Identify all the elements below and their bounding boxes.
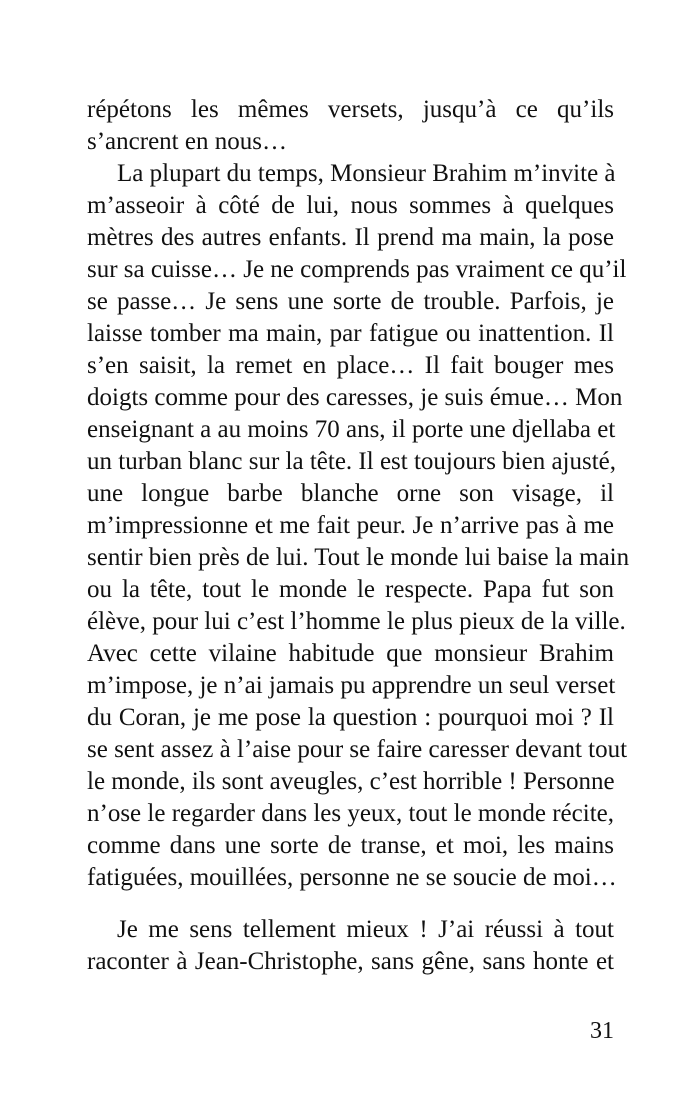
paragraph-1 [87,94,614,158]
text-line: comme dans une sorte de transe, et moi, les mains [87,832,614,859]
text-line: doigts comme pour des caresses, je suis émue… Mon [87,384,623,411]
page-body [87,94,630,978]
text-line: fatiguées, mouillées, personne ne se soucie de moi… [87,864,617,891]
text-line: mètres des autres enfants. Il prend ma main, la pose [87,224,614,251]
text-line: ou la tête, tout le monde le respecte. Papa fut son [87,576,614,603]
paragraph-2 [87,158,630,894]
text-line: le monde, ils sont aveugles, c’est horrible ! Personne [87,768,615,795]
text-line: élève, pour lui c’est l’homme le plus pieux de la ville. [87,608,626,635]
text-line: Je me sens tellement mieux ! J’ai réussi à tout [117,916,614,943]
text-line: se sent assez à l’aise pour se faire caresser devant tout [87,736,628,763]
paragraph-3 [87,914,614,978]
text-line: s’en saisit, la remet en place… Il fait bouger mes [87,352,614,379]
text-line: répétons les mêmes versets, jusqu’à ce qu’ils [87,96,614,123]
text-line: sur sa cuisse… Je ne comprends pas vraiment ce qu’il [87,256,627,283]
text-line: n’ose le regarder dans les yeux, tout le monde récite, [87,800,614,827]
text-line: enseignant a au moins 70 ans, il porte une djellaba et [87,416,616,443]
text-line: La plupart du temps, Monsieur Brahim m’invite à [117,160,616,187]
text-line: s’ancrent en nous… [87,128,287,155]
text-line: du Coran, je me pose la question : pourquoi moi ? Il [87,704,614,731]
text-line: se passe… Je sens une sorte de trouble. Parfois, je [87,288,614,315]
text-line: un turban blanc sur la tête. Il est toujours bien ajusté, [87,448,617,475]
text-line: m’asseoir à côté de lui, nous sommes à quelques [87,192,614,219]
text-line: une longue barbe blanche orne son visage, il [87,480,614,507]
page-number: 31 [590,1018,614,1044]
text-line: Avec cette vilaine habitude que monsieur Brahim [87,640,614,667]
text-line: m’impose, je n’ai jamais pu apprendre un seul verset [87,672,616,699]
text-line: m’impressionne et me fait peur. Je n’arrive pas à me [87,512,614,539]
text-line: sentir bien près de lui. Tout le monde lui baise la main [87,544,630,571]
text-line: raconter à Jean-Christophe, sans gêne, sans honte et [87,948,614,975]
text-line: laisse tomber ma main, par fatigue ou inattention. Il [87,320,614,347]
paragraph-gap [87,894,614,914]
